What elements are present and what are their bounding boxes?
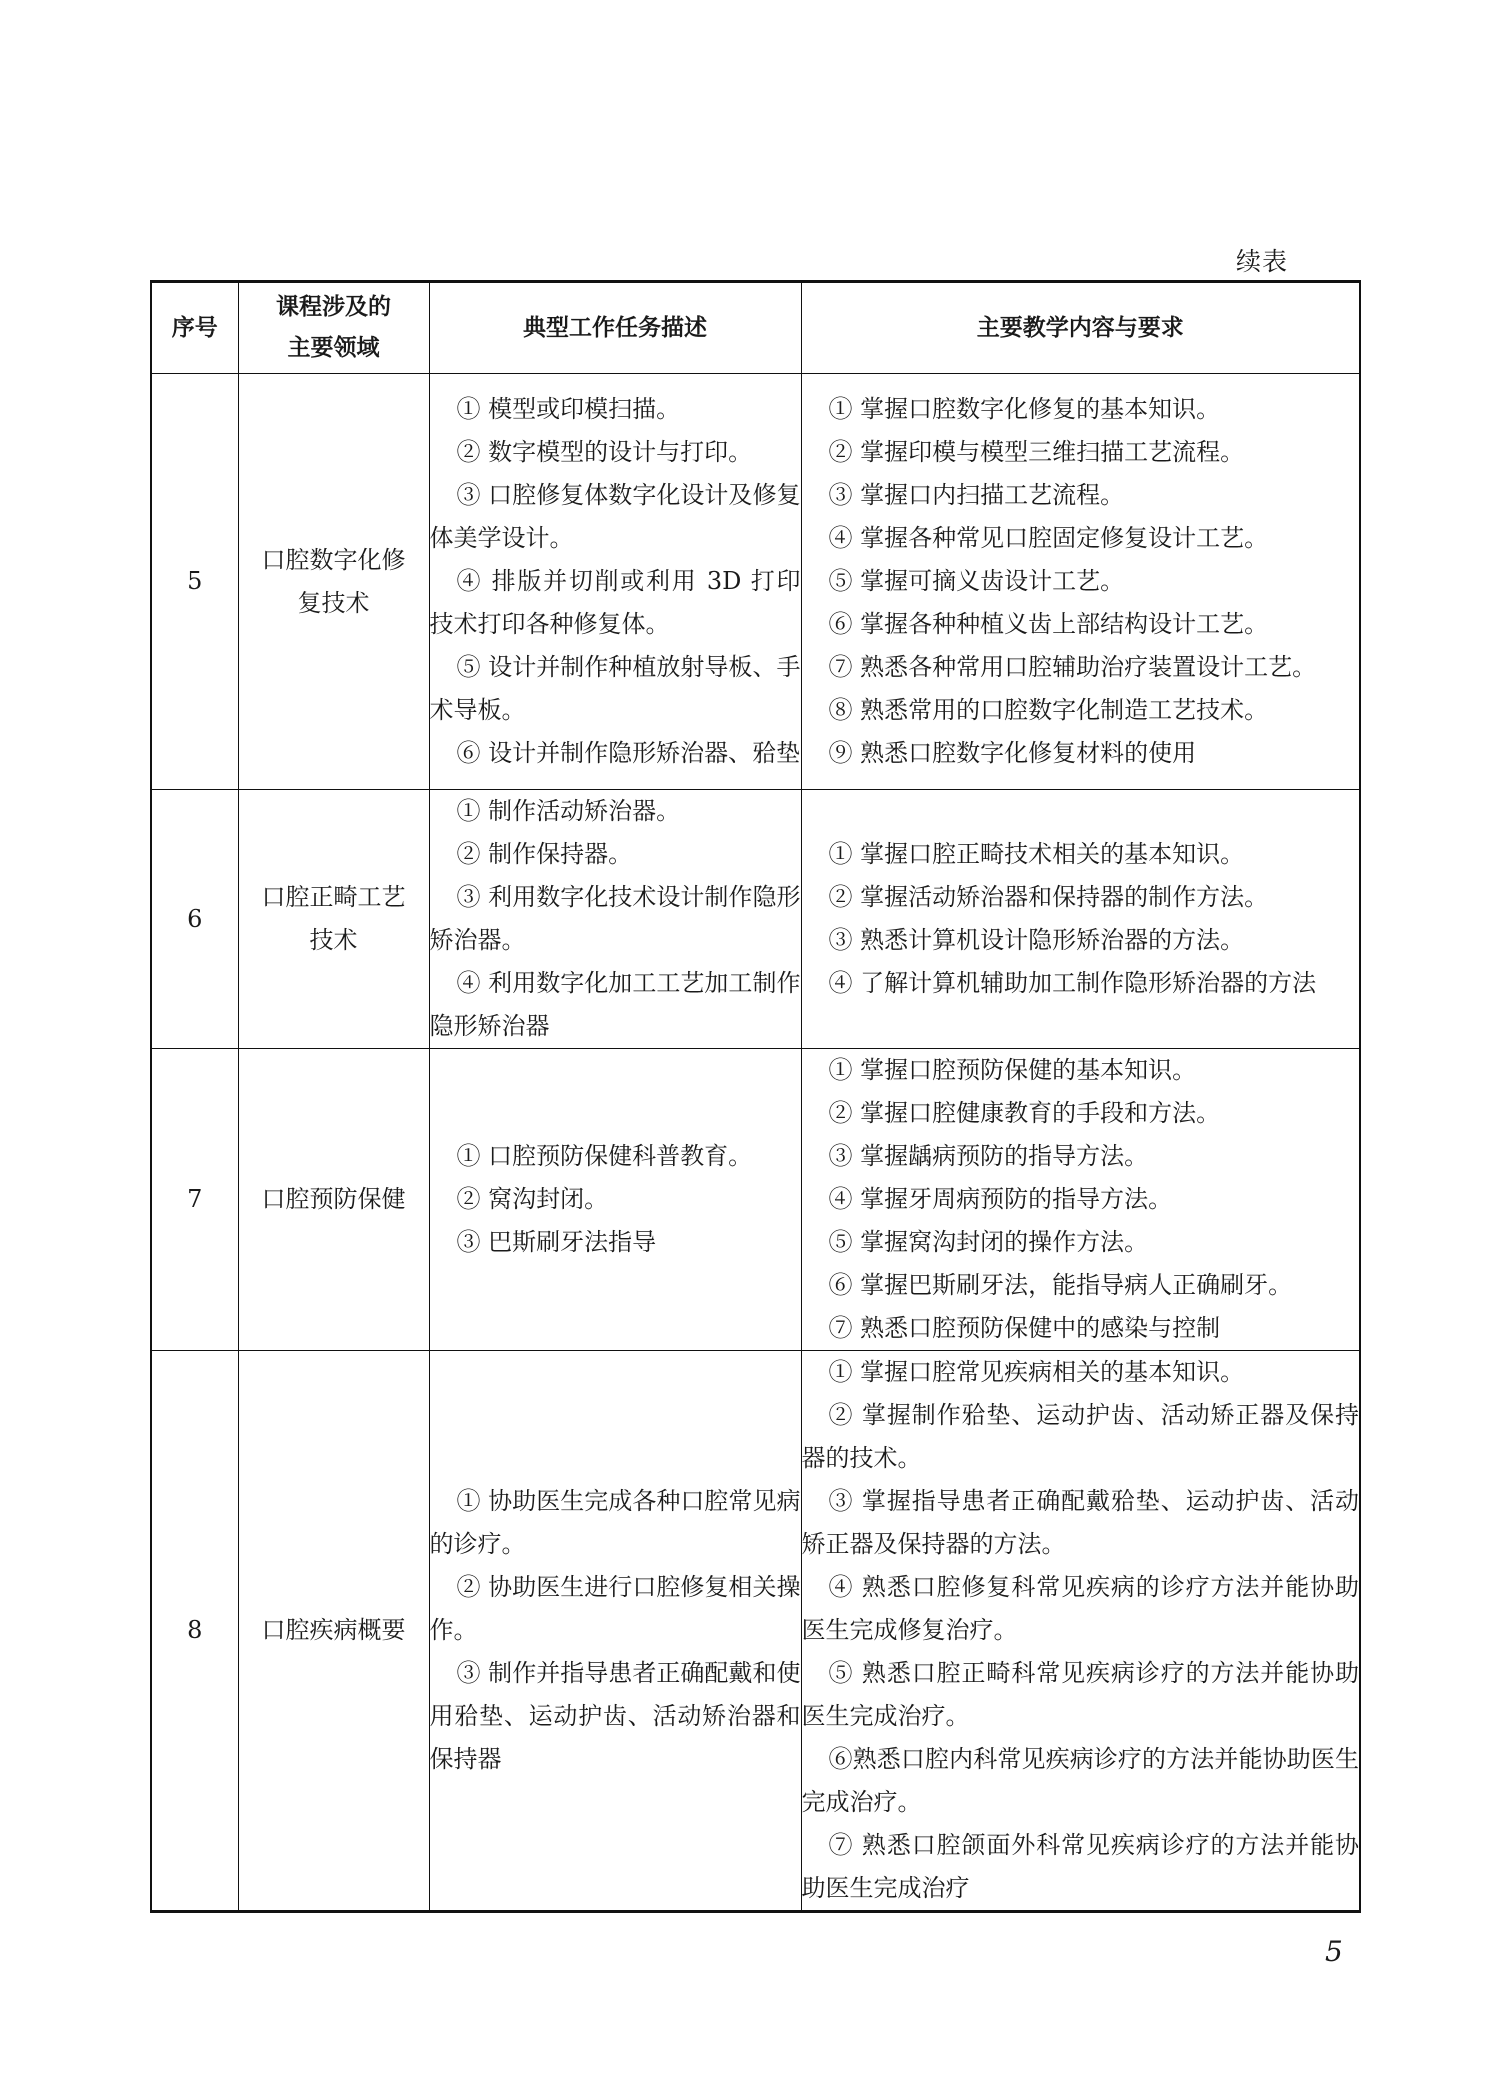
header-requirements: 主要教学内容与要求 [801, 282, 1360, 374]
area-line: 技术 [309, 926, 358, 954]
table-row [151, 1049, 1360, 1351]
requirement-item: ② 掌握口腔健康教育的手段和方法。 [828, 1099, 1221, 1127]
requirement-item: ③ 掌握龋病预防的指导方法。 [828, 1142, 1149, 1170]
row-number: 6 [151, 790, 238, 1049]
task-item: ① 协助医生完成各种口腔常见病的诊疗。 [429, 1487, 801, 1558]
requirements-cell [801, 374, 1360, 790]
requirement-item: ① 掌握口腔正畸技术相关的基本知识。 [828, 840, 1245, 868]
requirement-item: ④ 了解计算机辅助加工制作隐形矫治器的方法 [828, 969, 1317, 997]
requirement-item: ⑥ 掌握各种种植义齿上部结构设计工艺。 [828, 610, 1269, 638]
course-table [150, 280, 1361, 1913]
task-item: ① 制作活动矫治器。 [456, 797, 681, 825]
task-item: ② 窝沟封闭。 [456, 1185, 609, 1213]
area-cell [238, 374, 429, 790]
requirement-item: ② 掌握活动矫治器和保持器的制作方法。 [828, 883, 1269, 911]
header-area-line1: 课程涉及的 [276, 294, 391, 320]
task-item: ① 模型或印模扫描。 [456, 395, 681, 423]
requirement-item: ⑤ 掌握窝沟封闭的操作方法。 [828, 1228, 1149, 1256]
continued-label: 续表 [1236, 247, 1289, 276]
requirements-cell [801, 1049, 1360, 1351]
requirement-item: ⑥熟悉口腔内科常见疾病诊疗的方法并能协助医生完成治疗。 [801, 1745, 1359, 1816]
requirement-item: ⑤ 掌握可摘义齿设计工艺。 [828, 567, 1125, 595]
area-line: 口腔预防保健 [261, 1185, 406, 1213]
table-row [151, 374, 1360, 790]
area-line: 口腔数字化修 [261, 545, 406, 574]
task-item: ② 数字模型的设计与打印。 [456, 438, 753, 466]
task-item: ② 协助医生进行口腔修复相关操作。 [429, 1573, 801, 1644]
requirement-item: ③ 掌握口内扫描工艺流程。 [828, 481, 1125, 509]
requirement-item: ⑨ 熟悉口腔数字化修复材料的使用 [828, 739, 1197, 767]
header-area-line2: 主要领域 [287, 335, 380, 361]
area-cell [238, 1351, 429, 1912]
area-cell [238, 790, 429, 1049]
requirements-cell [801, 1351, 1360, 1912]
requirement-item: ③ 熟悉计算机设计隐形矫治器的方法。 [828, 926, 1245, 954]
task-item: ⑤ 设计并制作种植放射导板、手术导板。 [429, 653, 801, 724]
requirement-item: ④ 掌握各种常见口腔固定修复设计工艺。 [828, 524, 1269, 552]
page-number: 5 [1325, 1935, 1343, 1968]
task-item: ③ 制作并指导患者正确配戴和使用𬌗垫、运动护齿、活动矫治器和保持器 [429, 1659, 801, 1773]
row-number: 7 [151, 1049, 238, 1351]
task-item: ④ 排版并切削或利用 3D 打印技术打印各种修复体。 [429, 567, 801, 638]
header-area [238, 282, 429, 374]
table-row [151, 790, 1360, 1049]
tasks-cell [429, 374, 801, 790]
row-number: 8 [151, 1351, 238, 1912]
area-line: 口腔正畸工艺 [261, 883, 406, 911]
requirement-item: ② 掌握制作𬌗垫、运动护齿、活动矫正器及保持器的技术。 [801, 1401, 1359, 1472]
requirement-item: ② 掌握印模与模型三维扫描工艺流程。 [828, 438, 1245, 466]
header-no: 序号 [151, 282, 238, 374]
row-number: 5 [151, 374, 238, 790]
task-item: ③ 巴斯刷牙法指导 [456, 1228, 657, 1256]
requirement-item: ① 掌握口腔预防保健的基本知识。 [828, 1056, 1197, 1084]
requirement-item: ⑥ 掌握巴斯刷牙法，能指导病人正确刷牙。 [828, 1271, 1293, 1299]
requirement-item: ⑧ 熟悉常用的口腔数字化制造工艺技术。 [828, 696, 1269, 724]
header-row [151, 282, 1360, 374]
header-tasks: 典型工作任务描述 [429, 282, 801, 374]
tasks-cell [429, 1049, 801, 1351]
area-cell [238, 1049, 429, 1351]
requirement-item: ④ 掌握牙周病预防的指导方法。 [828, 1185, 1173, 1213]
requirement-item: ⑦ 熟悉口腔颌面外科常见疾病诊疗的方法并能协助医生完成治疗 [801, 1831, 1359, 1902]
task-item: ④ 利用数字化加工工艺加工制作隐形矫治器 [429, 969, 801, 1040]
tasks-cell [429, 790, 801, 1049]
table-row [151, 1351, 1360, 1912]
task-item: ① 口腔预防保健科普教育。 [456, 1142, 753, 1170]
area-line: 复技术 [297, 588, 370, 617]
task-item: ② 制作保持器。 [456, 840, 633, 868]
requirement-item: ⑦ 熟悉各种常用口腔辅助治疗装置设计工艺。 [828, 653, 1317, 681]
requirement-item: ③ 掌握指导患者正确配戴𬌗垫、运动护齿、活动矫正器及保持器的方法。 [801, 1487, 1359, 1558]
task-item: ⑥ 设计并制作隐形矫治器、𬌗垫 [456, 739, 801, 767]
requirement-item: ① 掌握口腔数字化修复的基本知识。 [828, 395, 1221, 423]
tasks-cell [429, 1351, 801, 1912]
requirements-cell [801, 790, 1360, 1049]
area-line: 口腔疾病概要 [261, 1616, 406, 1644]
requirement-item: ⑦ 熟悉口腔预防保健中的感染与控制 [828, 1314, 1221, 1342]
requirement-item: ④ 熟悉口腔修复科常见疾病的诊疗方法并能协助医生完成修复治疗。 [801, 1573, 1359, 1644]
requirement-item: ⑤ 熟悉口腔正畸科常见疾病诊疗的方法并能协助医生完成治疗。 [801, 1659, 1359, 1730]
task-item: ③ 利用数字化技术设计制作隐形矫治器。 [429, 883, 801, 954]
requirement-item: ① 掌握口腔常见疾病相关的基本知识。 [828, 1358, 1245, 1386]
task-item: ③ 口腔修复体数字化设计及修复体美学设计。 [429, 481, 801, 552]
